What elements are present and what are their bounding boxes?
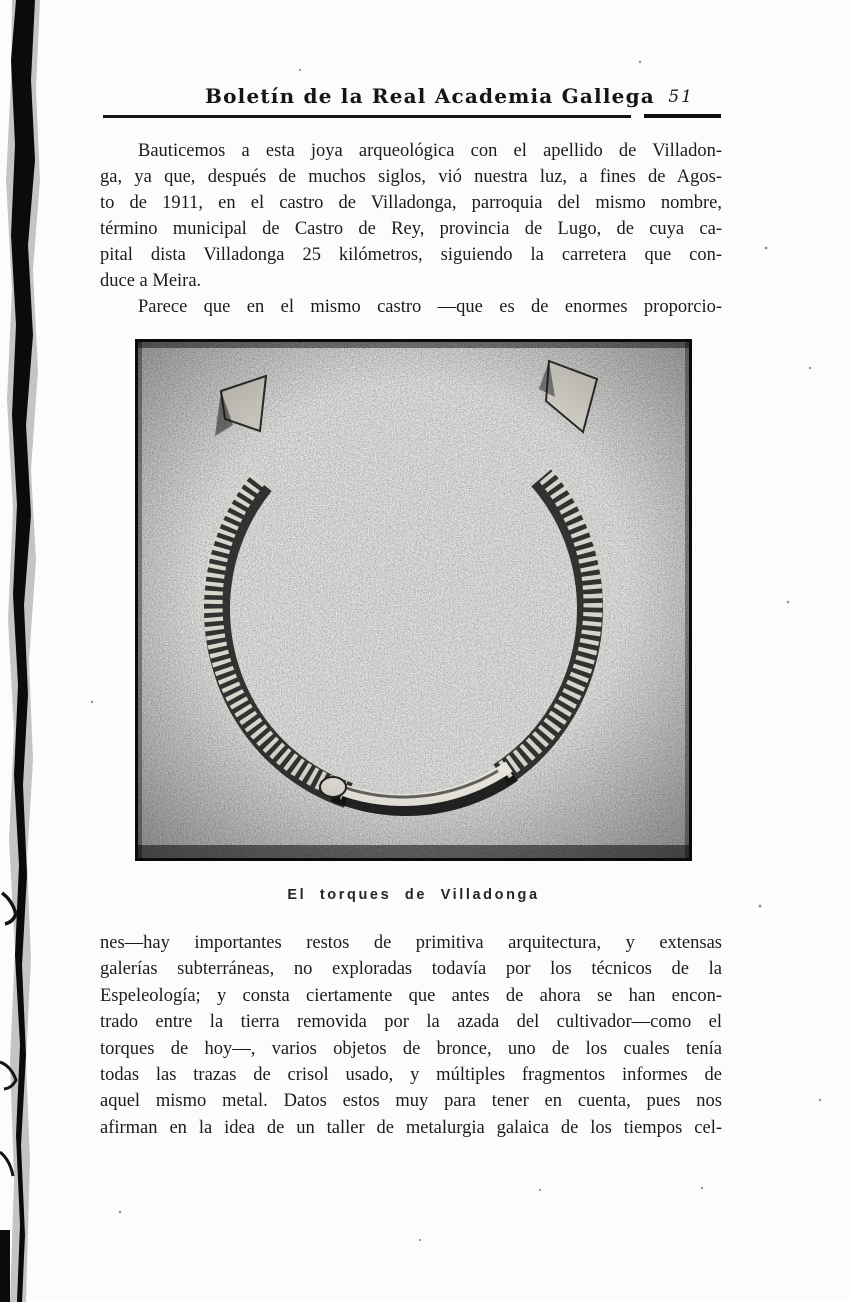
text-line: todas las trazas de crisol usado, y múltiples fragmentos informes de	[100, 1065, 722, 1086]
lower-text-block	[100, 930, 722, 1141]
figure-caption: El torques de Villadonga	[287, 887, 540, 903]
text-line: afirman en la idea de un taller de metalurgia galaica de los tiempos cel-	[100, 1117, 722, 1138]
text-line: pital dista Villadonga 25 kilómetros, siguiendo la carretera que con-	[100, 245, 722, 265]
text-line: Espeleología; y consta ciertamente que antes de ahora se han encon-	[100, 985, 722, 1006]
text-line: galerías subterráneas, no exploradas todavía por los técnicos de la	[100, 959, 722, 980]
text-line: trado entre la tierra removida por la azada del cultivador—como el	[100, 1012, 722, 1033]
binding-streak-icon	[0, 0, 40, 1302]
torque-drawing	[135, 339, 692, 861]
folio-page-number: 51	[668, 87, 694, 107]
text-line: ga, ya que, después de muchos siglos, vió nuestra luz, a fines de Agos-	[100, 167, 722, 187]
text-line: Parece que en el mismo castro —que es de enormes proporcio-	[138, 297, 722, 317]
folio-rule	[644, 114, 721, 118]
journal-title: Boletín de la Real Academia Gallega	[205, 84, 655, 108]
upper-text-block	[100, 138, 722, 320]
text-line: Bauticemos a esta joya arqueológica con el apellido de Villadon-	[138, 141, 722, 161]
paragraph-2	[100, 294, 722, 320]
text-line: término municipal de Castro de Rey, provincia de Lugo, de cuya ca-	[100, 219, 722, 239]
text-line: aquel mismo metal. Datos estos muy para tener en cuenta, pues nos	[100, 1091, 722, 1112]
text-line: torques de hoy—, varios objetos de bronce, uno de los cuales tenía	[100, 1038, 722, 1059]
text-line: duce a Meira.	[100, 271, 202, 291]
text-line: nes—hay importantes restos de primitiva arquitectura, y extensas	[100, 933, 722, 953]
text-line: to de 1911, en el castro de Villadonga, parroquia del mismo nombre,	[100, 193, 722, 213]
page-header	[100, 84, 722, 112]
torque-photograph	[135, 339, 692, 861]
header-rule	[103, 115, 631, 118]
photo-vignette	[135, 339, 692, 861]
paragraph-1	[100, 138, 722, 294]
paragraph-3	[100, 930, 722, 1141]
